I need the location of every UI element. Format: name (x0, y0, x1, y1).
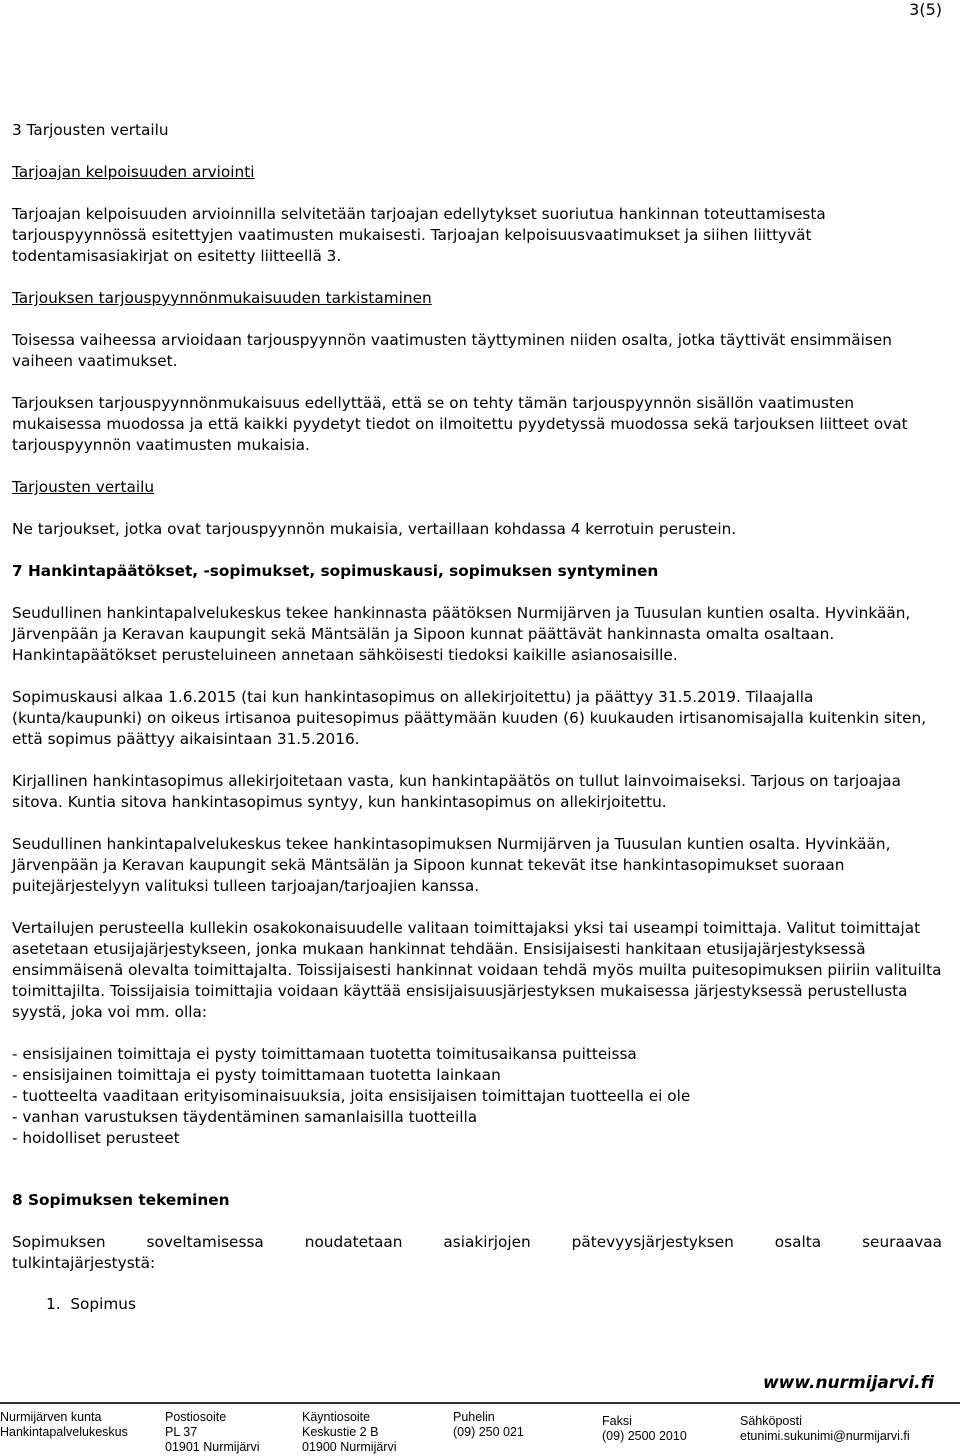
list-item-number: 1. (46, 1295, 61, 1313)
list-item: - ensisijainen toimittaja ei pysty toimittamaan tuotetta toimitusaikansa puitteissa (12, 1045, 637, 1063)
section-7-heading: 7 Hankintapäätökset, -sopimukset, sopimuskausi, sopimuksen syntyminen (12, 562, 659, 580)
list-item: - vanhan varustuksen täydentäminen samanlaisilla tuotteilla (12, 1108, 478, 1126)
paragraph: Ne tarjoukset, jotka ovat tarjouspyynnön mukaisia, vertaillaan kohdassa 4 kerrotuin perustein. (12, 520, 737, 538)
subheading-compliance: Tarjouksen tarjouspyynnönmukaisuuden tarkistaminen (12, 289, 432, 307)
section-3-heading: 3 Tarjousten vertailu (12, 121, 169, 139)
footer-text: (09) 2500 2010 (602, 1429, 687, 1443)
footer-text: Käyntiosoite (302, 1410, 371, 1424)
document-body (12, 120, 942, 1315)
reasons-list (12, 1044, 942, 1149)
section-8-heading: 8 Sopimuksen tekeminen (12, 1191, 230, 1209)
footer-text: Sähköposti (740, 1414, 802, 1428)
footer-website[interactable]: www.nurmijarvi.fi (762, 1373, 934, 1393)
list-item: - hoidolliset perusteet (12, 1129, 180, 1147)
list-item: - tuotteelta vaaditaan erityisominaisuuksia, joita ensisijaisen toimittajan tuotteella ei ole (12, 1087, 691, 1105)
paragraph: Kirjallinen hankintasopimus allekirjoitetaan vasta, kun hankintapäätös on tullut lainvoimaiseksi. Tarjous on tarjoajaa sitova. Kuntia sitova hankintasopimus syntyy, kun hankintasopimus on allekirjoitettu. (12, 772, 902, 811)
paragraph: Sopimuksen soveltamisessa noudatetaan asiakirjojen pätevyysjärjestyksen osalta seuraavaa tulkintajärjestystä: (12, 1233, 942, 1272)
paragraph: Seudullinen hankintapalvelukeskus tekee hankinnasta päätöksen Nurmijärven ja Tuusulan kuntien osalta. Hyvinkään, Järvenpään ja Keravan kaupungit sekä Mäntsälän ja Sipoon kunnat päättävät hankinnasta omalta osaltaan. Hankintapäätökset perusteluineen annetaan sähköisesti tiedoksi kaikille asianosaisille. (12, 604, 911, 664)
footer-fax (602, 1414, 687, 1444)
footer-text: Hankintapalvelukeskus (0, 1425, 128, 1439)
paragraph: Seudullinen hankintapalvelukeskus tekee hankintasopimuksen Nurmijärven ja Tuusulan kuntien osalta. Hyvinkään, Järvenpään ja Keravan kaupungit sekä Mäntsälän ja Sipoon kunnat tekevät itse hankintasopimukset suoraan puitejärjestelyyn valituksi tulleen tarjoajan/tarjoajien kanssa. (12, 835, 891, 895)
paragraph: Vertailujen perusteella kullekin osakokonaisuudelle valitaan toimittajaksi yksi tai useampi toimittaja. Valitut toimittajat asetetaan etusijajärjestykseen, jonka mukaan hankinnat tehdään. Ensisijaisesti hankitaan etusijajärjestyksessä ensimmäisenä olevalta toimittajalta. Toissijaisesti hankinnat voidaan tehdä myös muilta puitesopimuksen piiriin valituilta toimittajilta. Toissijaisia toimittajia voidaan käyttää ensisijaisuusjärjestyksen mukaisessa järjestyksessä perustellusta syystä, joka voi mm. olla: (12, 919, 942, 1021)
footer-email-link[interactable]: etunimi.sukunimi@nurmijarvi.fi (740, 1429, 910, 1443)
paragraph: Tarjouksen tarjouspyynnönmukaisuus edellyttää, että se on tehty tämän tarjouspyynnön sisällön vaatimusten mukaisessa muodossa ja että kaikki pyydetyt tiedot on ilmoitettu pyydetyssä muodossa sekä tarjouksen liitteet ovat tarjouspyynnön vaatimusten mukaisia. (12, 394, 908, 454)
footer-text: PL 37 (165, 1425, 198, 1439)
footer-text: 01901 Nurmijärvi (165, 1440, 260, 1454)
footer-divider (0, 1402, 960, 1404)
footer-phone (453, 1410, 524, 1440)
paragraph: Sopimuskausi alkaa 1.6.2015 (tai kun hankintasopimus on allekirjoitettu) ja päättyy 31.5.2019. Tilaajalla (kunta/kaupunki) on oikeus irtisanoa puitesopimus päättymään kuuden (6) kuukauden irtisanomisajalla kuitenkin siten, että sopimus päättyy aikaisintaan 31.5.2016. (12, 688, 927, 748)
page-number: 3(5) (909, 0, 942, 19)
footer-text: Postiosoite (165, 1410, 227, 1424)
list-item: - ensisijainen toimittaja ei pysty toimittamaan tuotetta lainkaan (12, 1066, 501, 1084)
footer-visiting-address (302, 1410, 396, 1455)
precedence-list (46, 1294, 942, 1315)
footer-postal-address (165, 1410, 259, 1455)
footer-text: Puhelin (453, 1410, 495, 1424)
list-item (46, 1294, 942, 1315)
subheading-eligibility: Tarjoajan kelpoisuuden arviointi (12, 163, 255, 181)
paragraph: Toisessa vaiheessa arvioidaan tarjouspyynnön vaatimusten täyttyminen niiden osalta, jotka täyttivät ensimmäisen vaiheen vaatimukset. (12, 331, 892, 370)
list-item-text: Sopimus (70, 1295, 136, 1313)
paragraph: Tarjoajan kelpoisuuden arvioinnilla selvitetään tarjoajan edellytykset suoriutua hankinnan toteuttamisesta tarjouspyynnössä esitettyjen vaatimusten mukaisesti. Tarjoajan kelpoisuusvaatimukset ja siihen liittyvät todentamisasiakirjat on esitetty liitteellä 3. (12, 205, 826, 265)
footer-organization (0, 1410, 128, 1440)
footer-email (740, 1414, 910, 1444)
footer-text: Nurmijärven kunta (0, 1410, 102, 1424)
subheading-comparison: Tarjousten vertailu (12, 478, 155, 496)
footer-text: Keskustie 2 B (302, 1425, 379, 1439)
footer-text: (09) 250 021 (453, 1425, 524, 1439)
footer-text: Faksi (602, 1414, 632, 1428)
footer-text: 01900 Nurmijärvi (302, 1440, 397, 1454)
